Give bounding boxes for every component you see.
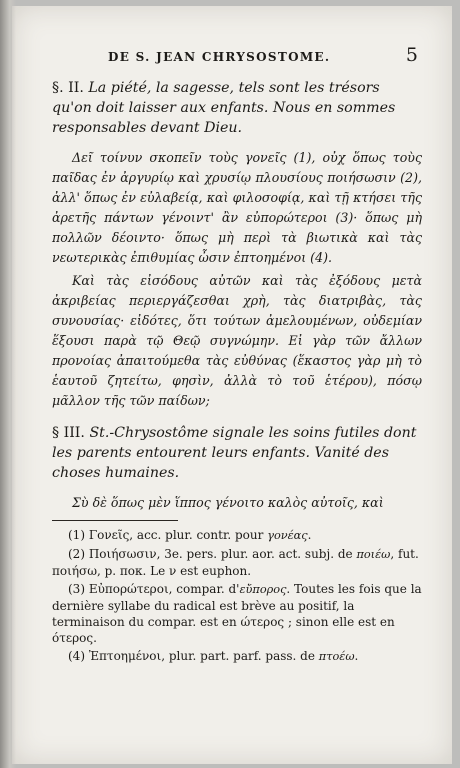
footnote-text: (3) Εὐπορώτεροι, compar. d' bbox=[68, 582, 240, 596]
footnote bbox=[52, 546, 422, 579]
footnote bbox=[52, 648, 422, 665]
footnote-greek: γονέας bbox=[267, 529, 308, 542]
page-number: 5 bbox=[405, 44, 418, 66]
greek-paragraph: Καὶ τὰς εἰσόδους αὐτῶν καὶ τὰς ἐξόδους μετὰ ἀκριβείας περιεργάζεσθαι χρὴ, τὰς διατριβὰς, τὰς συνουσίας· εἰδότες, ὅτι τούτων ἀμελουμένων, οὐδεμίαν ἕξουσι παρὰ τῷ Θεῷ συγνώμην. Εἰ γὰρ τῶν ἄλλων προνοίας ἀπαιτούμεθα τὰς εὐθύνας (ἕκαστος γὰρ μὴ τὸ ἑαυτοῦ ζητείτω, φησὶν, ἀλλὰ τὸ τοῦ ἑτέρου), πόσῳ μᾶλλον τῆς τῶν παίδων; bbox=[52, 273, 422, 408]
footnote-greek: εὔπορος bbox=[239, 583, 287, 596]
section-heading-3 bbox=[52, 423, 422, 483]
footnote-greek: ποιέω bbox=[356, 548, 391, 561]
running-title: DE S. JEAN CHRYSOSTOME. bbox=[108, 50, 331, 64]
greek-paragraph: Δεῖ τοίνυν σκοπεῖν τοὺς γονεῖς (1), οὐχ ὅπως τοὺς παῖδας ἐν ἀργυρίῳ καὶ χρυσίῳ πλουσίους ποιήσωσιν (2), ἀλλ' ὅπως ἐν εὐλαβείᾳ, καὶ φιλοσοφίᾳ, καὶ τῇ κτήσει τῆς ἀρετῆς πάντων γένοιντ' ἂν εὐπορώτεροι (3)· ὅπως μὴ πολλῶν δέοιντο· ὅπως μὴ περὶ τὰ βιωτικὰ καὶ τὰς νεωτερικὰς ἐπιθυμίας ὦσιν ἐπτοημένοι (4). bbox=[52, 150, 422, 265]
footnote bbox=[52, 581, 422, 646]
greek-paragraph: Σὺ δὲ ὅπως μὲν ἵππος γένοιτο καλὸς αὐτοῖς, καὶ bbox=[72, 495, 384, 510]
section-heading-2 bbox=[52, 78, 422, 138]
section-number: §. II. bbox=[52, 80, 84, 96]
footnote-greek: πτοέω bbox=[318, 650, 355, 663]
footnote-rule bbox=[52, 520, 178, 521]
section-number: § III. bbox=[52, 425, 85, 441]
footnote-text: , fut. ποιήσω, p. ποκ. Le ν est euphon. bbox=[52, 547, 419, 578]
greek-text-block-2 bbox=[52, 493, 422, 513]
footnote-text: (4) Ἐπτοημένοι, plur. part. parf. pass. de bbox=[68, 649, 319, 663]
page-binding-edge bbox=[0, 0, 16, 768]
footnote-text: . bbox=[307, 528, 312, 542]
footnotes bbox=[52, 527, 422, 665]
footnote bbox=[52, 527, 422, 544]
footnote-text: (1) Γονεῖς, acc. plur. contr. pour bbox=[68, 528, 268, 542]
section-title: La piété, la sagesse, tels sont les trésors qu'on doit laisser aux enfants. Nous en sommes responsables devant Dieu. bbox=[52, 80, 396, 136]
footnote-text: . Toutes les fois que la dernière syllabe du radical est brève au positif, la terminaison du compar. est en ώτερος ; sinon elle est en ότερος. bbox=[52, 582, 422, 645]
section-title: St.-Chrysostôme signale les soins futiles dont les parents entourent leurs enfants. Vanité des choses humaines. bbox=[52, 425, 417, 481]
greek-text-block-1 bbox=[52, 148, 422, 411]
footnote-text: . bbox=[354, 649, 359, 663]
page-content bbox=[52, 42, 422, 667]
page-header bbox=[52, 42, 422, 64]
footnote-text: (2) Ποιήσωσιν, 3e. pers. plur. aor. act. subj. de bbox=[68, 547, 357, 561]
